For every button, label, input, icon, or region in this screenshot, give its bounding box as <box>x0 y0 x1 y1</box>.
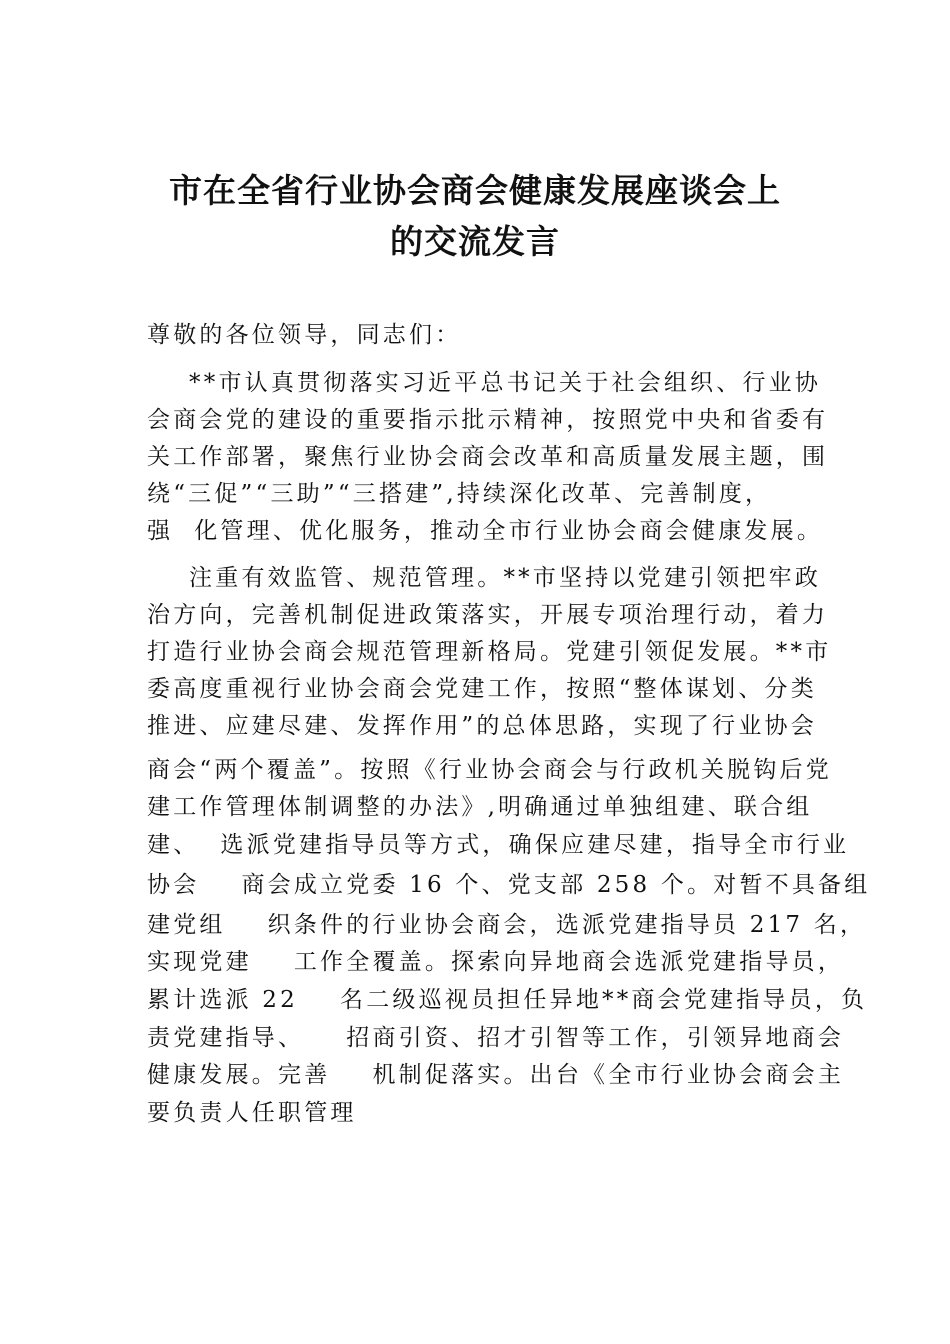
paragraph-2-line-1: 注重有效监管、规范管理。**市坚持以党建引领把牢政 <box>147 565 822 591</box>
paragraph-2-line-13: 责党建指导、 招商引资、招才引智等工作，引领异地商会 <box>147 1025 845 1051</box>
paragraph-2-line-12: 累计选派 22 名二级巡视员担任异地**商会党建指导员，负 <box>147 987 868 1013</box>
paragraph-2-line-6: 商会“两个覆盖”。按照《行业协会商会与行政机关脱钩后党 <box>147 757 832 783</box>
paragraph-1-line-4: 绕“三促”“三助”“三搭建”,持续深化改革、完善制度， <box>147 481 772 507</box>
salutation: 尊敬的各位领导，同志们： <box>147 322 462 348</box>
paragraph-1-line-5: 强 化管理、优化服务，推动全市行业协会商会健康发展。 <box>147 518 824 544</box>
paragraph-2-line-7: 建工作管理体制调整的办法》,明确通过单独组建、联合组 <box>147 794 813 820</box>
paragraph-2-line-14: 健康发展。完善 机制促落实。出台《全市行业协会商会主 <box>147 1062 845 1088</box>
paragraph-1-line-2: 会商会党的建设的重要指示批示精神，按照党中央和省委有 <box>147 407 829 433</box>
paragraph-2-line-10: 建党组 织条件的行业协会商会，选派党建指导员 217 名， <box>147 912 867 938</box>
document-title-line-2: 的交流发言 <box>390 222 560 261</box>
paragraph-2-line-3: 打造行业协会商会规范管理新格局。党建引领促发展。**市 <box>147 639 832 665</box>
paragraph-2-line-11: 实现党建 工作全覆盖。探索向异地商会选派党建指导员， <box>147 949 845 975</box>
paragraph-2-line-5: 推进、应建尽建、发挥作用”的总体思路，实现了行业协会 <box>147 713 817 739</box>
paragraph-2-line-9: 协会 商会成立党委 16 个、党支部 258 个。对暂不具备组 <box>147 872 871 898</box>
paragraph-1-line-3: 关工作部署，聚焦行业协会商会改革和高质量发展主题，围 <box>147 444 829 470</box>
document-title-line-1: 市在全省行业协会商会健康发展座谈会上 <box>169 171 781 210</box>
paragraph-2-line-8: 建、 选派党建指导员等方式，确保应建尽建，指导全市行业 <box>147 832 850 858</box>
paragraph-2-line-4: 委高度重视行业协会商会党建工作，按照“整体谋划、分类 <box>147 676 817 702</box>
paragraph-2-line-2: 治方向，完善机制促进政策落实，开展专项治理行动，着力 <box>147 602 829 628</box>
paragraph-2-line-15: 要负责人任职管理 <box>147 1100 357 1126</box>
paragraph-1-line-1: **市认真贯彻落实习近平总书记关于社会组织、行业协 <box>147 370 822 396</box>
